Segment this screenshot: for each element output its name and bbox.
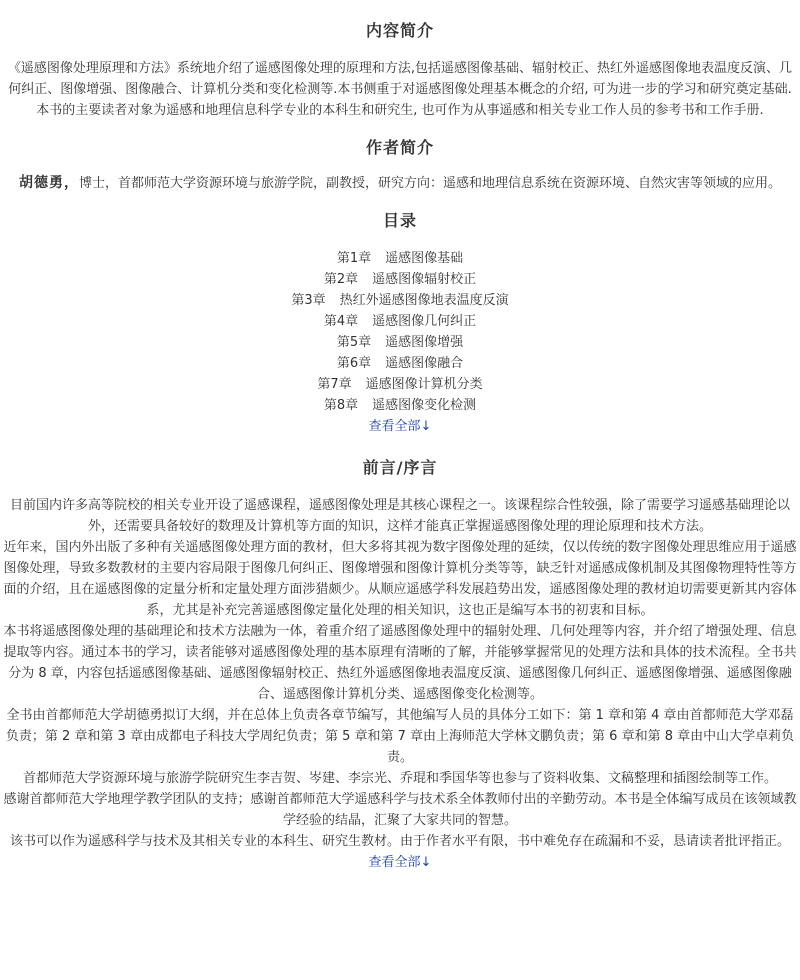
- toc-chapter-number: 第3章: [291, 293, 326, 308]
- toc-chapter-number: 第7章: [317, 377, 352, 392]
- preface-body: [0, 495, 800, 852]
- preface-paragraph: 近年来，国内外出版了多种有关遥感图像处理方面的教材，但大多将其视为数字图像处理的延续，仅以传统的数字图像处理思维应用于遥感图像处理，导致多数教材的主要内容局限于图像几何纠正、图像增强和图像计算机分类等等，缺乏针对遥感成像机制及其图像物理特性等方面的介绍，且在遥感图像的定量分析和定量处理方面涉猎颇少。从顺应遥感学科发展趋势出发，遥感图像处理的教材迫切需要更新其内容体系，尤其是补充完善遥感图像定量化处理的相关知识，这也正是编写本书的初衷和目标。: [3, 540, 797, 618]
- author-bio: [0, 173, 800, 194]
- toc-list: [0, 248, 800, 416]
- author-name: 胡德勇，: [18, 175, 79, 191]
- toc-item: [0, 248, 800, 269]
- author-section: [0, 121, 800, 194]
- toc-item: [0, 290, 800, 311]
- toc-chapter-number: 第2章: [323, 272, 359, 287]
- toc-chapter-title: 遥感图像融合: [385, 356, 464, 371]
- toc-item: [0, 332, 800, 353]
- toc-chapter-title: 遥感图像计算机分类: [365, 377, 483, 392]
- preface-section: [0, 437, 800, 873]
- preface-paragraph: 全书由首都师范大学胡德勇拟订大纲，并在总体上负责各章节编写，其他编写人员的具体分工如下：第 1 章和第 4 章由首都师范大学邓磊负责；第 2 章和第 3 章由成都电子科技大学周纪负责；第 5 章和第 7 章由上海师范大学林文鹏负责；第 6 章和第 8 章由中山大学卓莉负责。: [5, 708, 795, 765]
- toc-chapter-number: 第6章: [336, 356, 372, 371]
- toc-item: [0, 374, 800, 395]
- preface-paragraph: 首都师范大学资源环境与旅游学院研究生李吉贺、岑建、李宗光、乔琨和季国华等也参与了资料收集、文稿整理和插图绘制等工作。: [22, 771, 777, 786]
- toc-chapter-title: 遥感图像变化检测: [372, 398, 477, 413]
- preface-paragraph: 该书可以作为遥感科学与技术及其相关专业的本科生、研究生教材。由于作者水平有限，书中难免存在疏漏和不妥，恳请读者批评指正。: [9, 834, 790, 849]
- intro-text: 《遥感图像处理原理和方法》系统地介绍了遥感图像处理的原理和方法,包括遥感图像基础、辐射校正、热红外遥感图像地表温度反演、几何纠正、图像增强、图像融合、计算机分类和变化检测等.本书侧重于对遥感图像处理基本概念的介绍, 可为进一步的学习和研究奠定基础.本书的主要读者对象为遥感和地理信息科学专业的本科生和研究生, 也可作为从事遥感和相关专业工作人员的参考书和工作手册.: [7, 61, 793, 118]
- toc-item: [0, 353, 800, 374]
- author-heading: 作者简介: [365, 138, 434, 157]
- toc-chapter-number: 第8章: [323, 398, 359, 413]
- toc-heading: 目录: [382, 211, 417, 230]
- author-text: 博士，首都师范大学资源环境与旅游学院，副教授，研究方向：遥感和地理信息系统在资源环境、自然灾害等领域的应用。: [78, 176, 781, 191]
- toc-chapter-number: 第1章: [336, 251, 372, 266]
- toc-item: [0, 395, 800, 416]
- toc-chapter-title: 遥感图像增强: [385, 335, 464, 350]
- toc-chapter-title: 热红外遥感图像地表温度反演: [339, 293, 509, 308]
- preface-paragraph: 目前国内许多高等院校的相关专业开设了遥感课程，遥感图像处理是其核心课程之一。该课程综合性较强，除了需要学习遥感基础理论以外，还需要具备较好的数理及计算机等方面的知识，这样才能真正掌握遥感图像处理的理论原理和技术方法。: [9, 498, 790, 534]
- toc-chapter-number: 第5章: [336, 335, 372, 350]
- preface-show-all-link[interactable]: 查看全部↓: [368, 855, 432, 870]
- toc-section: [0, 194, 800, 437]
- preface-heading: 前言/序言: [362, 458, 438, 477]
- toc-show-all-link[interactable]: 查看全部↓: [368, 419, 432, 434]
- toc-item: [0, 311, 800, 332]
- toc-chapter-title: 遥感图像辐射校正: [372, 272, 477, 287]
- intro-heading: 内容简介: [365, 21, 434, 40]
- preface-paragraph: 本书将遥感图像处理的基础理论和技术方法融为一体，着重介绍了遥感图像处理中的辐射处理、几何处理等内容，并介绍了增强处理、信息提取等内容。通过本书的学习，读者能够对遥感图像处理的基本原理有清晰的了解，并能够掌握常见的处理方法和具体的技术流程。全书共分为 8 章，内容包括遥感图像基础、遥感图像辐射校正、热红外遥感图像地表温度反演、遥感图像几何纠正、遥感图像增强、遥感图像融合、遥感图像计算机分类、遥感图像变化检测等。: [3, 624, 797, 702]
- toc-chapter-title: 遥感图像基础: [385, 251, 464, 266]
- preface-paragraph: 感谢首都师范大学地理学教学团队的支持；感谢首都师范大学遥感科学与技术系全体教师付出的辛勤劳动。本书是全体编写成员在该领域教学经验的结晶，汇聚了大家共同的智慧。: [3, 792, 797, 828]
- toc-chapter-title: 遥感图像几何纠正: [372, 314, 477, 329]
- toc-item: [0, 269, 800, 290]
- toc-chapter-number: 第4章: [323, 314, 359, 329]
- intro-section: [0, 0, 800, 121]
